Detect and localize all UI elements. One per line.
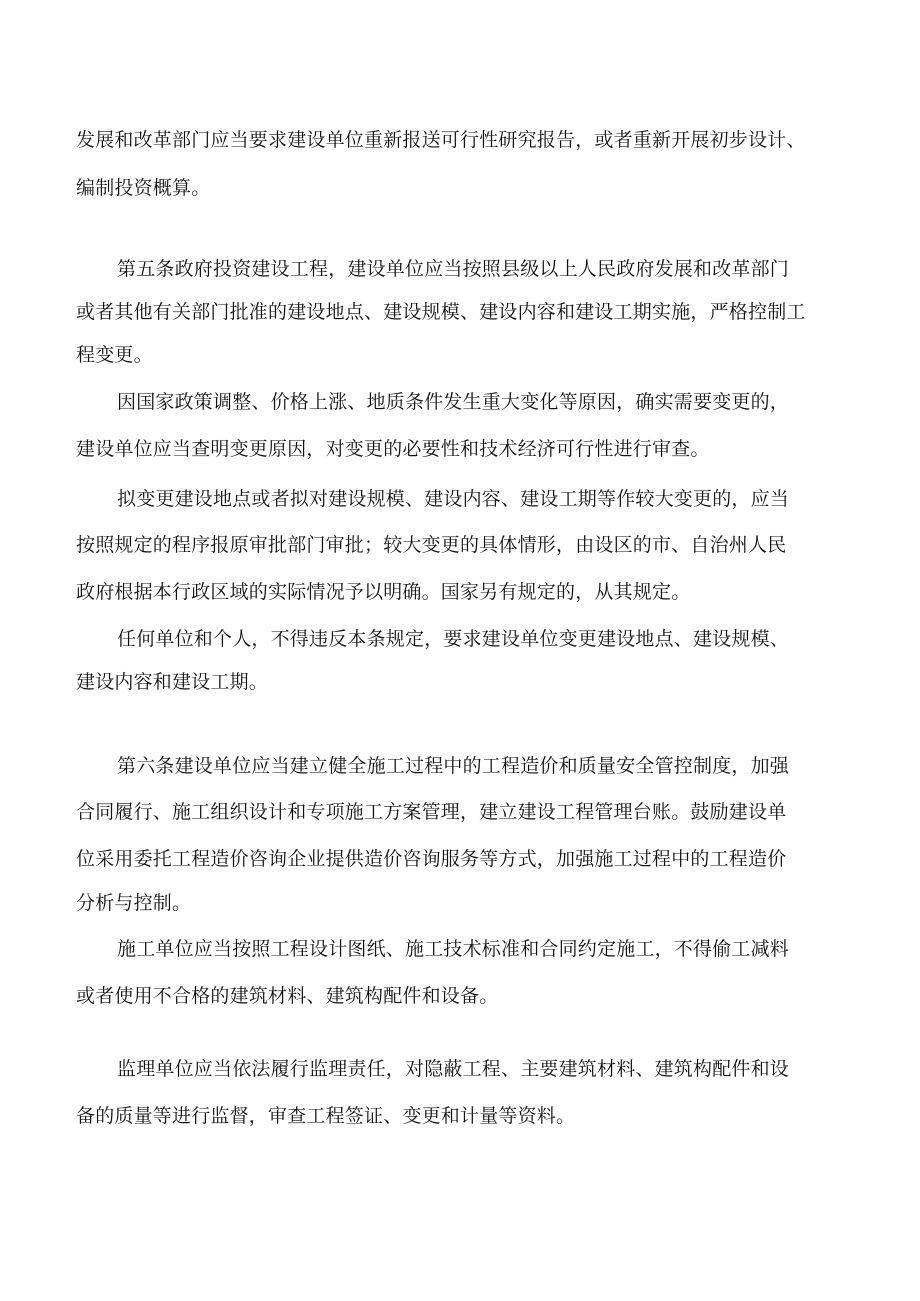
paragraph-line: 建设单位应当查明变更原因，对变更的必要性和技术经济可行性进行审查。 — [76, 438, 710, 460]
paragraph-line: 因国家政策调整、价格上涨、地质条件发生重大变化等原因，确实需要变更的， — [117, 391, 790, 413]
paragraph-line: 位采用委托工程造价咨询企业提供造价咨询服务等方式，加强施工过程中的工程造价 — [76, 848, 787, 870]
paragraph-line: 分析与控制。 — [76, 892, 192, 914]
article-6-heading-line: 第六条建设单位应当建立健全施工过程中的工程造价和质量安全管控制度，加强 — [117, 755, 790, 777]
paragraph-line: 或者其他有关部门批准的建设地点、建设规模、建设内容和建设工期实施，严格控制工 — [76, 301, 806, 323]
paragraph-line: 拟变更建设地点或者拟对建设规模、建设内容、建设工期等作较大变更的，应当 — [117, 488, 790, 510]
paragraph-line: 监理单位应当依法履行监理责任，对隐蔽工程、主要建筑材料、建筑构配件和设 — [117, 1058, 790, 1080]
paragraph-line: 按照规定的程序报原审批部门审批；较大变更的具体情形，由设区的市、自治州人民 — [76, 534, 787, 556]
paragraph-line: 发展和改革部门应当要求建设单位重新报送可行性研究报告，或者重新开展初步设计、 — [76, 129, 806, 151]
paragraph-line: 任何单位和个人，不得违反本条规定，要求建设单位变更建设地点、建设规模、 — [117, 628, 790, 650]
paragraph-line: 程变更。 — [76, 344, 153, 366]
paragraph-line: 建设内容和建设工期。 — [76, 671, 269, 693]
paragraph-line: 施工单位应当按照工程设计图纸、施工技术标准和合同约定施工，不得偷工减料 — [117, 938, 790, 960]
paragraph-line: 备的质量等进行监督，审查工程签证、变更和计量等资料。 — [76, 1105, 576, 1127]
paragraph-line: 编制投资概算。 — [76, 177, 211, 199]
article-5-heading-line: 第五条政府投资建设工程，建设单位应当按照县级以上人民政府发展和改革部门 — [117, 258, 790, 280]
paragraph-line: 合同履行、施工组织设计和专项施工方案管理，建立建设工程管理台账。鼓励建设单 — [76, 801, 787, 823]
paragraph-line: 或者使用不合格的建筑材料、建筑构配件和设备。 — [76, 985, 499, 1007]
paragraph-line: 政府根据本行政区域的实际情况予以明确。国家另有规定的，从其规定。 — [76, 581, 691, 603]
